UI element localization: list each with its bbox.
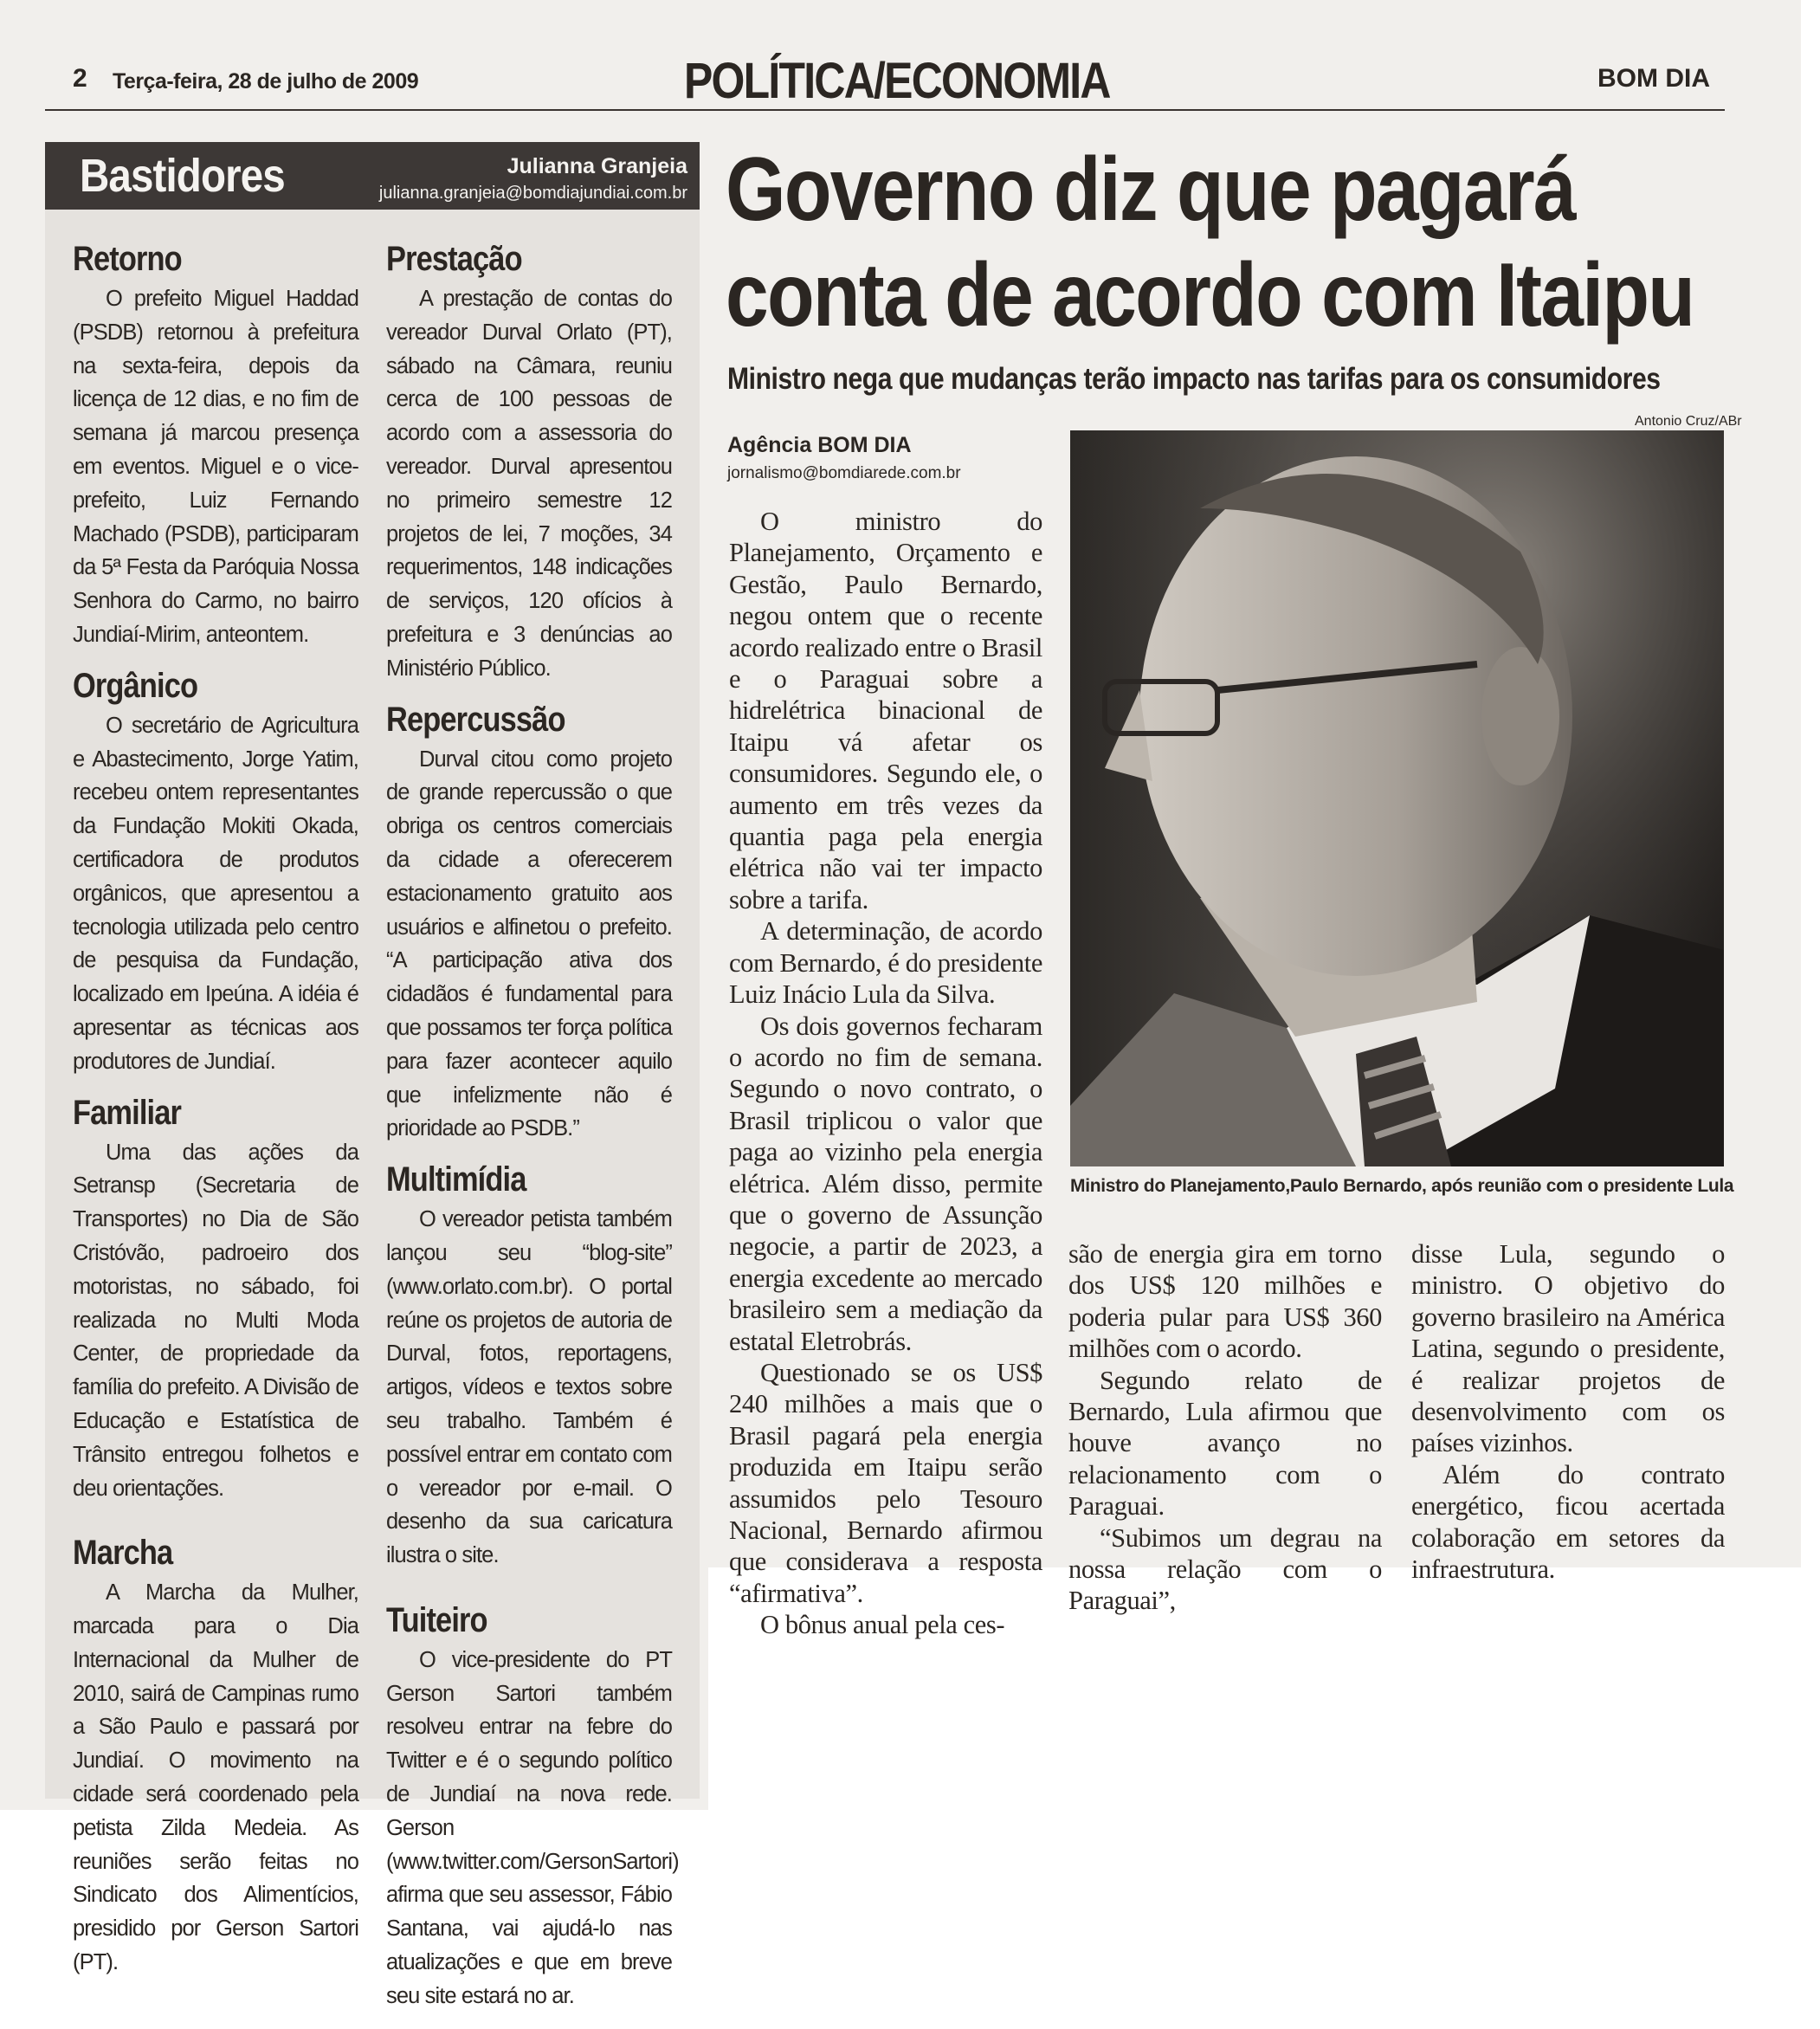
article-paragraph: O bônus anual pela ces- bbox=[760, 1610, 1005, 1640]
note-title: Familiar bbox=[73, 1093, 182, 1132]
bastidores-column-right bbox=[386, 240, 679, 2029]
article-paragraph: O ministro do Planejamento, Orçamento e Gestão, Paulo Bernardo, negou ontem que o recente acordo realizado entre o Brasil e o Paraguai sobre a hidrelétrica binacional de Itaipu vá afetar os consumidores. Segundo ele, o aumento em três vezes da quantia paga pela energia elétrica não vai ter impacto sobre a tarifa. bbox=[729, 507, 1042, 914]
note-item bbox=[386, 1161, 672, 1573]
byline-email: jornalismo@bomdiarede.com.br bbox=[727, 464, 961, 482]
article-paragraph: Questionado se os US$ 240 milhões a mais que o Brasil pagará pela energia produzida em Itaipu serão assumidos pelo Tesouro Nacional, Bernardo afirmou que considerava a resposta “afirmativa”. bbox=[729, 1357, 1042, 1608]
bastidores-author: Julianna Granjeia bbox=[507, 154, 687, 178]
note-item bbox=[386, 701, 672, 1147]
headline-line-1: Governo diz que pagará bbox=[726, 139, 1575, 240]
article-column-3 bbox=[1411, 1238, 1725, 1585]
article-paragraph: Segundo relato de Bernardo, Lula afirmou que houve avanço no relacionamento com o Paraguai. bbox=[1068, 1365, 1382, 1522]
note-item bbox=[73, 1095, 358, 1506]
note-title: Multimídia bbox=[386, 1160, 526, 1199]
note-text: Durval citou como projeto de grande repercussão o que obriga os centros comerciais da cidade a oferecerem estacionamento gratuito aos usuários e alfinetou o prefeito. “A participação ativa dos cidadãos é fundamental para que possamos ter força política para fazer acontecer aquilo que infelizmente não é prioridade ao PSDB.” bbox=[386, 746, 672, 1141]
note-text: O prefeito Miguel Haddad (PSDB) retornou à prefeitura na sexta-feira, depois da licença de 12 dias, e no fim de semana já marcou presença em eventos. Miguel e o vice-prefeito, Luiz Fernando Machado (PSDB), participaram da 5ª Festa da Paróquia Nossa Senhora do Carmo, no bairro Jundiaí-Mirim, anteontem. bbox=[73, 287, 358, 647]
bastidores-title: Bastidores bbox=[80, 150, 285, 202]
newspaper-name: BOM DIA bbox=[1597, 64, 1710, 93]
note-text: O vereador petista também lançou seu “blog-site” (www.orlato.com.br). O portal reúne os projetos de autoria de Durval, fotos, reportagens, artigos, vídeos e textos sobre seu trabalho. Também é possível entrar em contato com o vereador por e-mail. O desenho da sua caricatura ilustra o site. bbox=[386, 1207, 672, 1568]
note-title: Retorno bbox=[73, 240, 182, 278]
article-byline: Agência BOM DIA bbox=[727, 433, 912, 457]
article-paragraph: Os dois governos fecharam o acordo no fim de semana. Segundo o novo contrato, o Brasil triplicou o valor que paga ao vizinho pela energia elétrica. Além disso, permite que o governo de Assunção negocie, a partir de 2023, a energia excedente ao mercado brasileiro sem a mediação da estatal Eletrobrás. bbox=[729, 1011, 1042, 1356]
article-headline bbox=[726, 137, 1743, 348]
note-text: O vice-presidente do PT Gerson Sartori também resolveu entrar na febre do Twitter e é o segundo político de Jundiaí na nova rede. Gerson (www.twitter.com/GersonSartori) afirma que seu assessor, Fábio Santana, vai ajudá-lo nas atualizações e que em breve seu site estará no ar. bbox=[386, 1647, 679, 2008]
article-column-2 bbox=[1068, 1238, 1382, 1617]
header-rule bbox=[45, 109, 1725, 111]
note-item bbox=[73, 241, 358, 652]
article-column-1 bbox=[729, 506, 1042, 1641]
note-item bbox=[73, 1535, 358, 1980]
note-title: Repercussão bbox=[386, 700, 565, 739]
headline-line-2: conta de acordo com Itaipu bbox=[726, 245, 1694, 346]
article-paragraph: disse Lula, segundo o ministro. O objetivo do governo brasileiro na América Latina, segundo o presidente, é realizar projetos de desenvolvimento com os países vizinhos. bbox=[1411, 1239, 1725, 1458]
note-title: Prestação bbox=[386, 240, 522, 278]
section-title: POLÍTICA/ECONOMIA bbox=[684, 53, 1110, 109]
note-text: Uma das ações da Setransp (Secretaria de Transportes) no Dia de São Cristóvão, padroeiro dos motoristas, no sábado, foi realizada no Multi Moda Center, de propriedade da família do prefeito. A Divisão de Educação e Estatística de Trânsito entregou folhetos e deu orientações. bbox=[73, 1140, 358, 1501]
page-number: 2 bbox=[73, 64, 87, 93]
article-paragraph: A determinação, de acordo com Bernardo, é do presidente Luiz Inácio Lula da Silva. bbox=[729, 916, 1042, 1010]
bastidores-column-left bbox=[73, 241, 358, 1995]
note-title: Orgânico bbox=[73, 666, 198, 705]
note-title: Marcha bbox=[73, 1534, 173, 1573]
photo-credit: Antonio Cruz/ABr bbox=[1635, 414, 1742, 429]
article-paragraph: são de energia gira em torno dos US$ 120 milhões e poderia pular para US$ 360 milhões com o acordo. bbox=[1068, 1239, 1382, 1364]
bastidores-email: julianna.granjeia@bomdiajundiai.com.br bbox=[378, 184, 687, 203]
issue-date: Terça-feira, 28 de julho de 2009 bbox=[113, 69, 419, 94]
photo-caption: Ministro do Planejamento,Paulo Bernardo, após reunião com o presidente Lula bbox=[1070, 1176, 1734, 1196]
portrait-illustration bbox=[1070, 430, 1724, 1166]
article-subhead: Ministro nega que mudanças terão impacto nas tarifas para os consumidores bbox=[727, 362, 1661, 396]
note-item bbox=[386, 241, 672, 686]
article-paragraph: “Subimos um degrau na nossa relação com o Paraguai”, bbox=[1068, 1522, 1382, 1616]
note-item bbox=[73, 668, 358, 1079]
note-text: A prestação de contas do vereador Durval Orlato (PT), sábado na Câmara, reuniu cerca de 100 pessoas de acordo com a assessoria do vereador. Durval apresentou no primeiro semestre 12 projetos de lei, 7 moções, 34 requerimentos, 148 indicações de serviços, 120 ofícios à prefeitura e 3 denúncias ao Ministério Público. bbox=[386, 287, 672, 681]
note-item bbox=[386, 1600, 679, 2013]
minister-photo bbox=[1070, 430, 1724, 1166]
note-text: A Marcha da Mulher, marcada para o Dia Internacional da Mulher de 2010, sairá de Campinas rumo a São Paulo e passará por Jundiaí. O movimento na cidade será coordenado pela petista Zilda Medeia. As reuniões serão feitas no Sindicato dos Alimentícios, presidido por Gerson Sartori (PT). bbox=[73, 1580, 358, 1975]
note-title: Tuiteiro bbox=[386, 1600, 487, 1639]
article-paragraph: Além do contrato energético, ficou acertada colaboração em setores da infraestrutura. bbox=[1411, 1459, 1725, 1585]
note-text: O secretário de Agricultura e Abastecimento, Jorge Yatim, recebeu ontem representantes da Fundação Mokiti Okada, certificadora de produtos orgânicos, que apresentou a tecnologia utilizada pelo centro de pesquisa da Fundação, localizado em Ipeúna. A idéia é apresentar as técnicas aos produtores de Jundiaí. bbox=[73, 713, 358, 1074]
bastidores-header bbox=[45, 142, 700, 210]
